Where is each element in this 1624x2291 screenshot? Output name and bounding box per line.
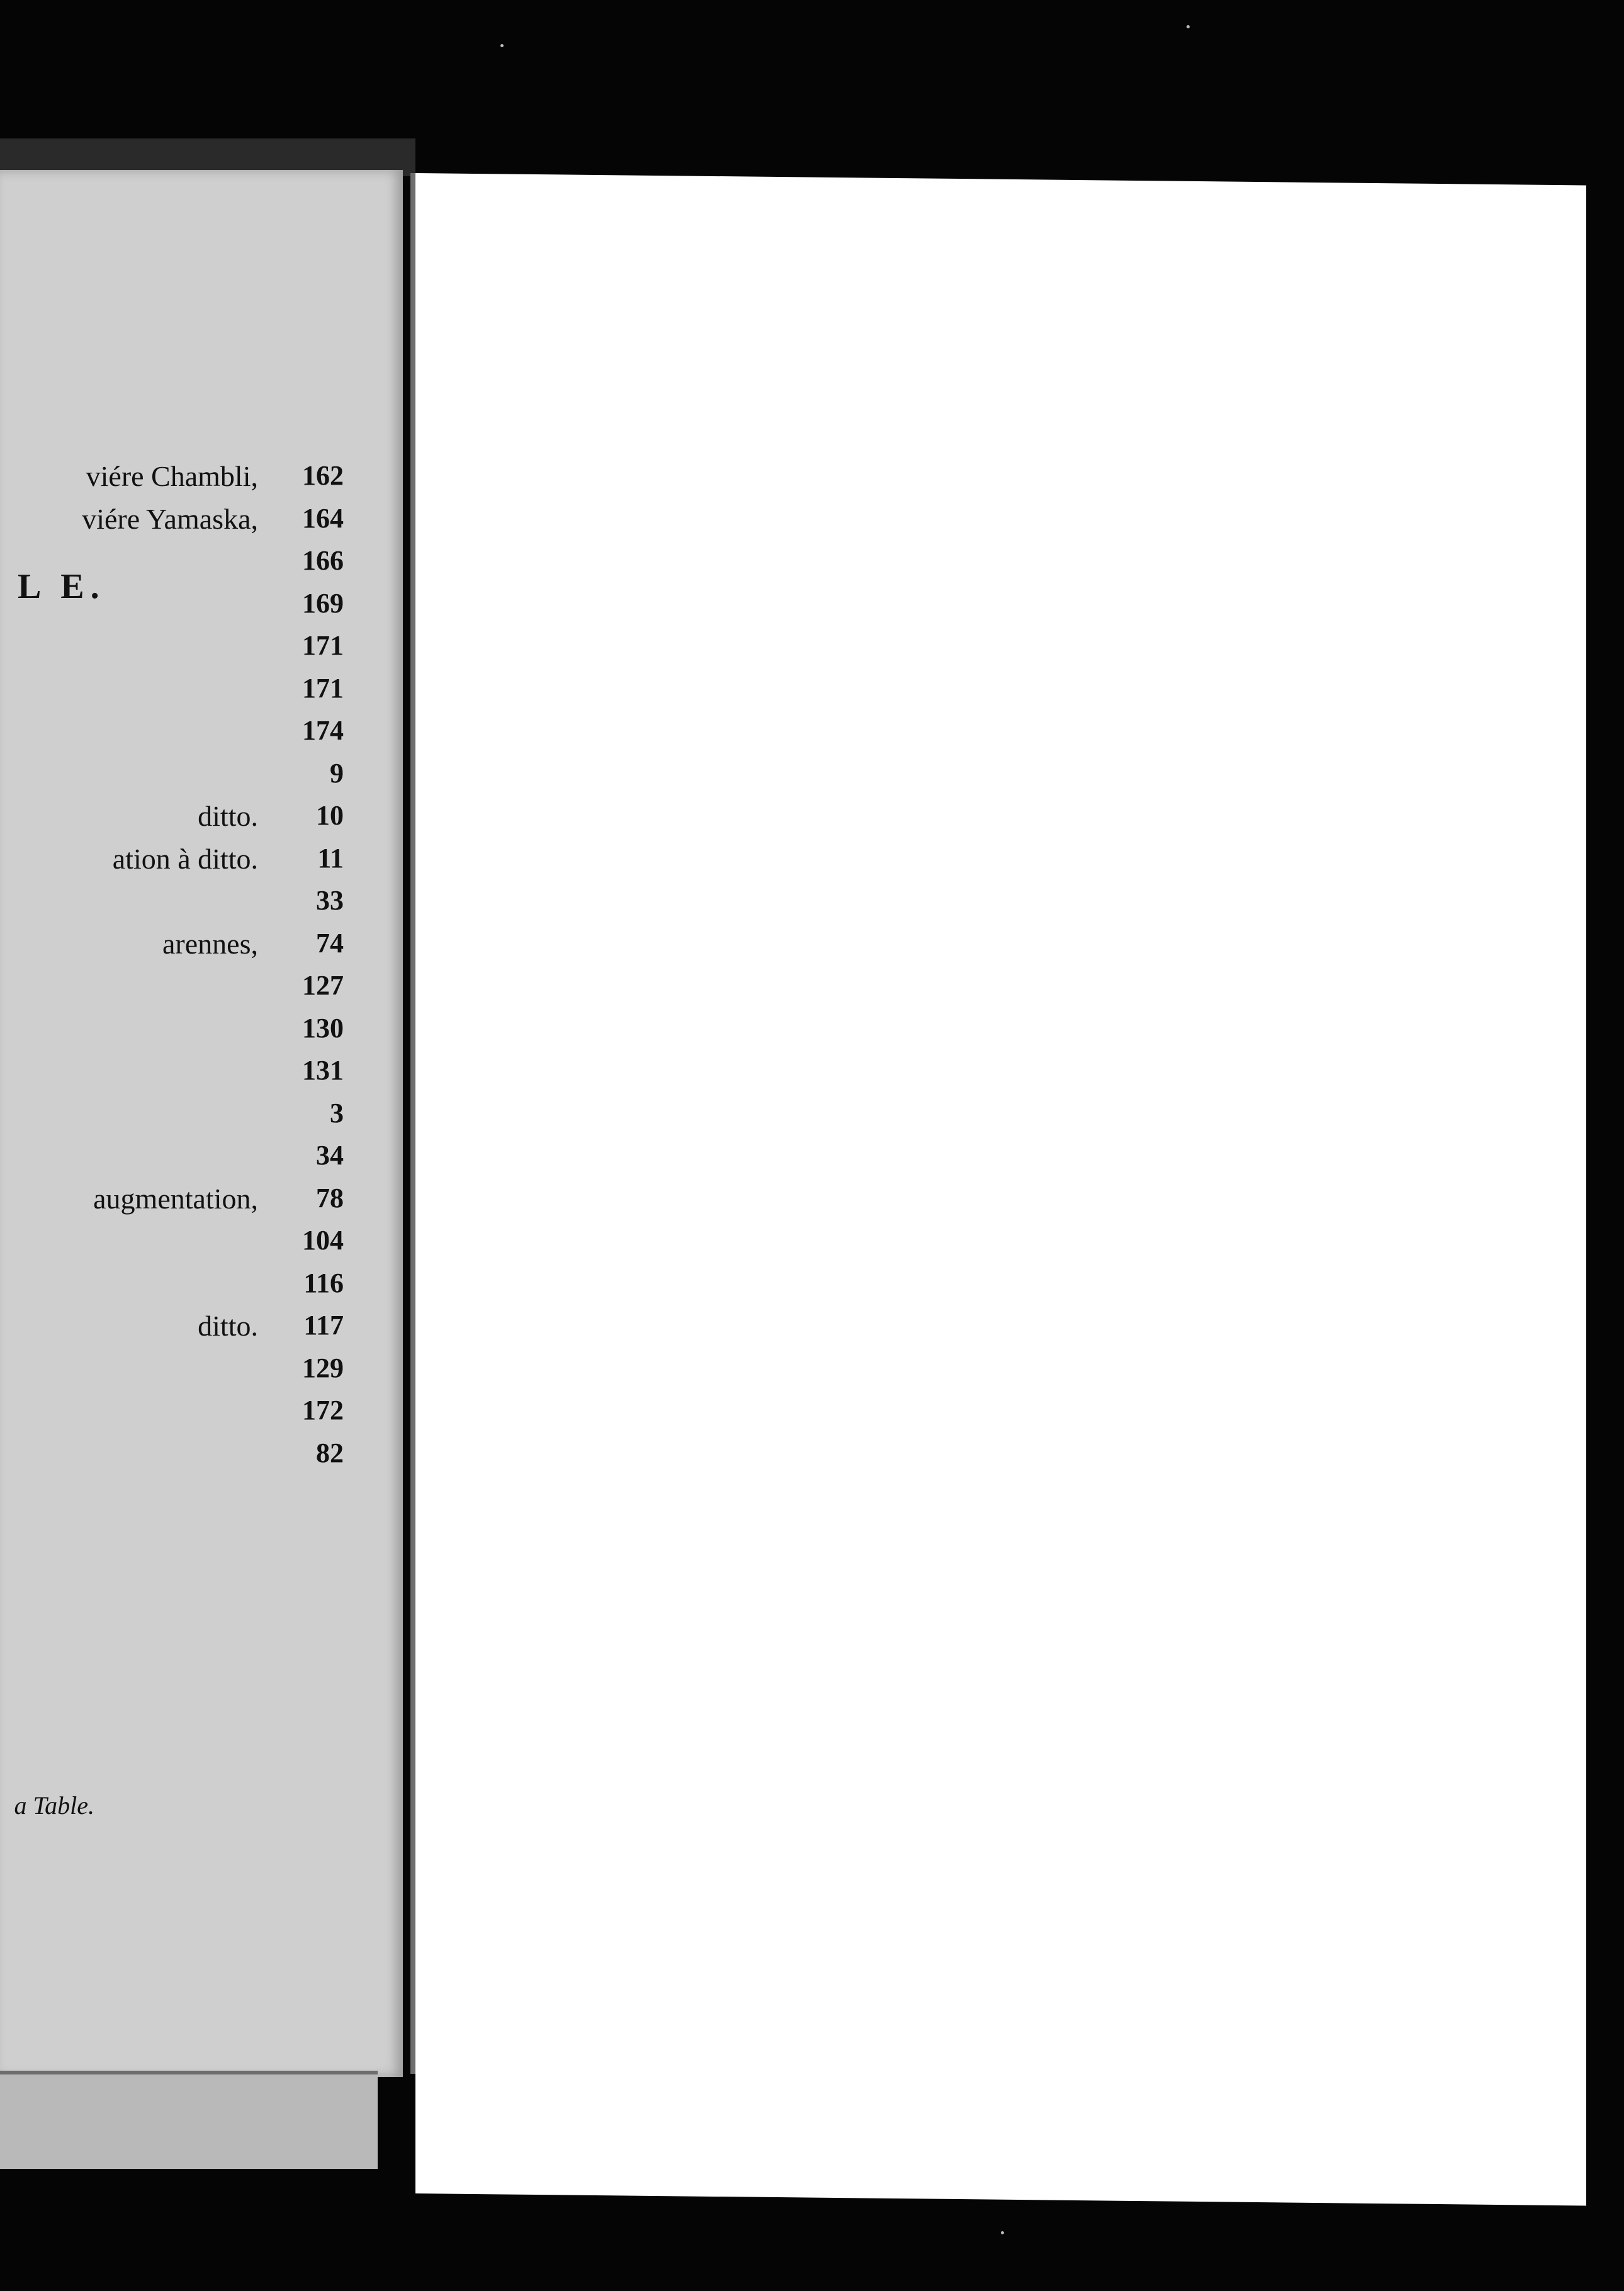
table-row <box>0 757 352 797</box>
entry-text: ditto. <box>198 1310 258 1342</box>
page-number: 78 <box>316 1182 344 1213</box>
entry-text: ditto. <box>198 800 258 832</box>
page-number: 3 <box>330 1097 344 1129</box>
page-number: 116 <box>303 1267 344 1298</box>
table-row <box>0 799 352 840</box>
table-row <box>0 969 352 1010</box>
page-number: 127 <box>302 970 344 1001</box>
table-row <box>0 714 352 755</box>
page-number: 171 <box>302 630 344 661</box>
table-row <box>0 459 352 500</box>
table-row <box>0 587 352 628</box>
table-row <box>0 1309 352 1349</box>
table-row <box>0 1394 352 1434</box>
entry-text: ation à ditto. <box>112 842 258 875</box>
table-row <box>0 1139 352 1179</box>
page-stub <box>0 2071 378 2169</box>
page-number: 10 <box>316 800 344 831</box>
entry-text: viére Yamaska, <box>82 502 258 535</box>
table-row <box>0 1182 352 1222</box>
table-row <box>0 502 352 543</box>
page-number: 130 <box>302 1012 344 1044</box>
page-number: 162 <box>302 460 344 491</box>
page-number: 169 <box>302 587 344 619</box>
table-row <box>0 1097 352 1137</box>
page-number: 74 <box>316 927 344 959</box>
dust-speck <box>1001 2231 1004 2234</box>
page-number: 174 <box>302 715 344 746</box>
dust-speck <box>500 44 504 47</box>
page-number: 166 <box>302 545 344 576</box>
table-row <box>0 1352 352 1392</box>
entry-text: arennes, <box>162 927 258 960</box>
page-number: 82 <box>316 1437 344 1468</box>
table-row <box>0 1267 352 1307</box>
page-number: 11 <box>317 842 344 874</box>
page-number: 172 <box>302 1395 344 1426</box>
table-heading: L E. <box>18 567 106 606</box>
blank-page <box>415 173 1586 2205</box>
page-number: 129 <box>302 1352 344 1383</box>
entry-text: augmentation, <box>93 1182 258 1215</box>
table-row <box>0 1224 352 1264</box>
entry-text: viére Chambli, <box>86 460 258 492</box>
table-row <box>0 1012 352 1052</box>
table-row <box>0 842 352 882</box>
page-number: 33 <box>316 885 344 916</box>
table-footer-note: a Table. <box>14 1791 94 1820</box>
table-row <box>0 1437 352 1477</box>
table-row <box>0 672 352 712</box>
page-number: 117 <box>303 1310 344 1341</box>
table-row <box>0 544 352 585</box>
page-number: 104 <box>302 1225 344 1256</box>
page-number: 9 <box>330 757 344 789</box>
table-row <box>0 1054 352 1095</box>
table-row <box>0 629 352 670</box>
page-number: 131 <box>302 1055 344 1086</box>
page-number: 34 <box>316 1140 344 1171</box>
page-number: 171 <box>302 672 344 704</box>
table-row <box>0 927 352 967</box>
table-row <box>0 884 352 925</box>
dust-speck <box>1187 25 1190 28</box>
table-page <box>0 170 403 2077</box>
page-number: 164 <box>302 502 344 534</box>
